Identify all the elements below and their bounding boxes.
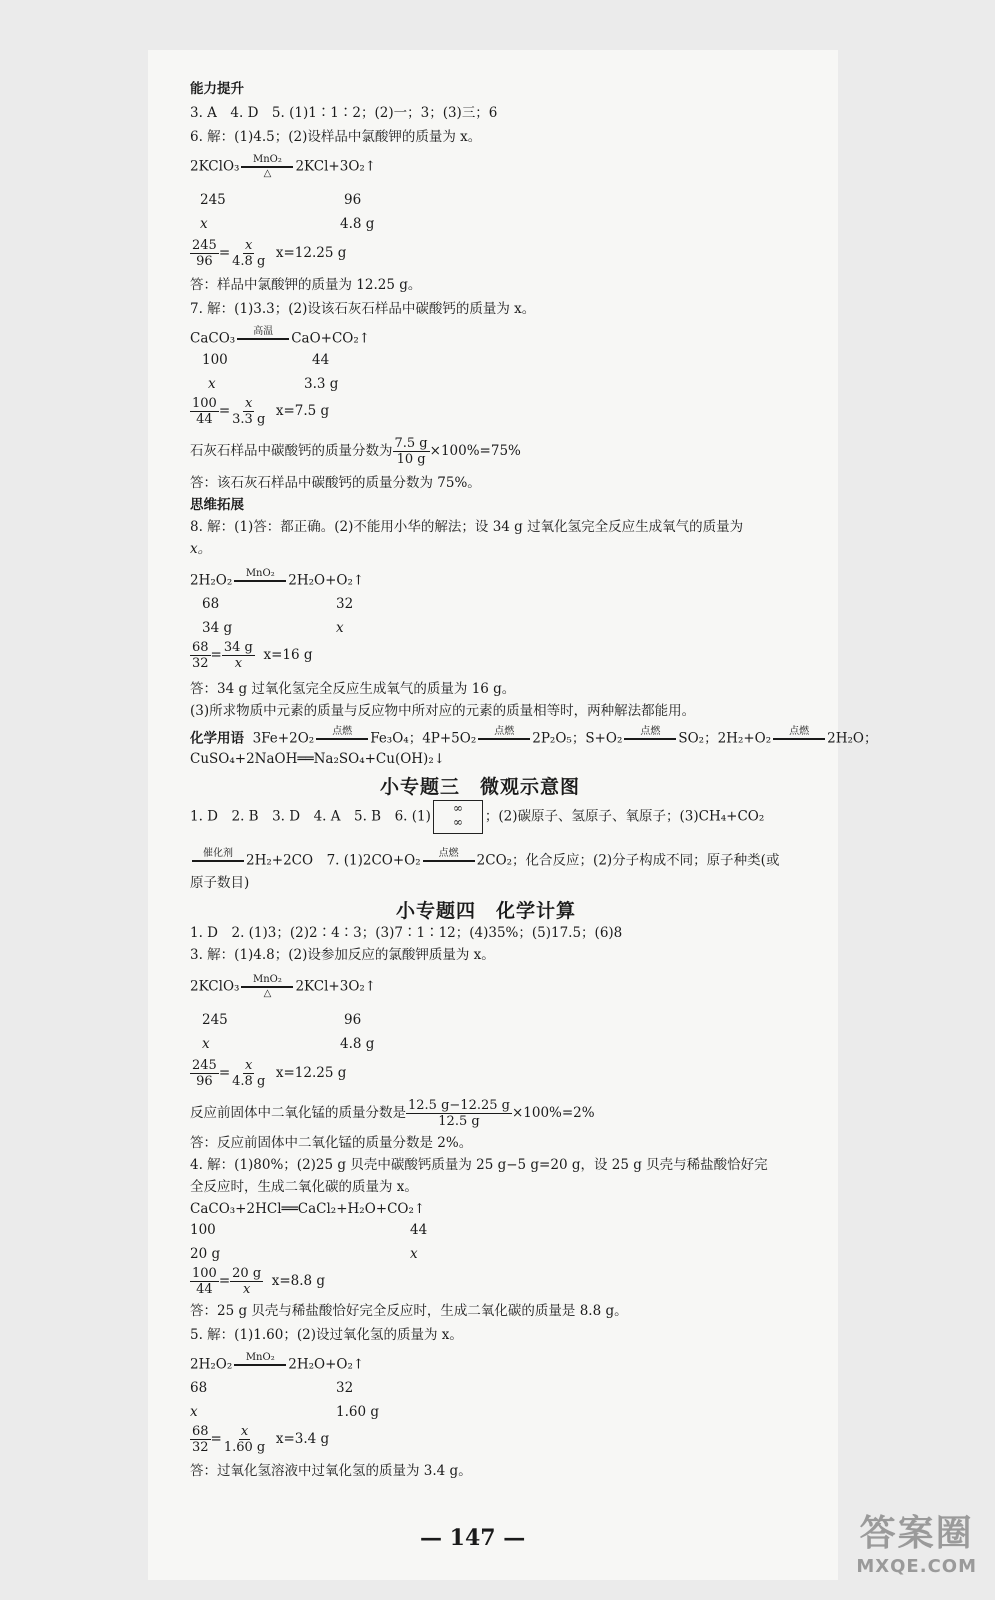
page-number: — 147 —: [420, 1525, 526, 1551]
equation-kclo3: 2KClO₃ MnO₂ △ 2KCl+3O₂↑: [190, 154, 377, 179]
mass-value: 44: [312, 352, 330, 368]
proportion: $\frac{68}{32}$ = $\frac{x}{1.60 g}$ x=3.4 g: [192, 1424, 330, 1455]
heading-ability: 能力提升: [190, 81, 244, 97]
section-title-4: 小专题四 化学计算: [396, 900, 577, 922]
q7-text: 7. 解：(1)3.3；(2)设该石灰石样品中碳酸钙的质量为 x。: [190, 301, 536, 317]
q8-part3: (3)所求物质中元素的质量与反应物中所对应的元素的质量相等时，两种解法都能用。: [190, 703, 696, 719]
q8-text-a: 8. 解：(1)答：都正确。(2)不能用小华的解法；设 34 g 过氧化氢完全反应生成氧气的质量为: [190, 519, 744, 535]
percent-line: 石灰石样品中碳酸钙的质量分数为 $\frac{7.5 g}{10 g}$ ×100%=75%: [190, 436, 521, 467]
section-title-3: 小专题三 微观示意图: [380, 776, 581, 798]
mass-var: x: [190, 1404, 198, 1420]
proportion: $\frac{245}{96}$ = $\frac{x}{4.8 g}$ x=12.25 g: [192, 238, 347, 269]
mass-value: 245: [200, 192, 226, 208]
heading-thinking: 思维拓展: [190, 497, 244, 513]
chem-terms-line-2: CuSO₄+2NaOH══Na₂SO₄+Cu(OH)₂↓: [190, 751, 446, 767]
mass-var: x: [410, 1246, 418, 1262]
answer-8: 答：34 g 过氧化氢完全反应生成氧气的质量为 16 g。: [190, 681, 516, 697]
mass-value: 4.8 g: [340, 1036, 375, 1052]
molecule-diagram: ∞ ∞: [433, 800, 483, 834]
answers-line: 3. A 4. D 5. (1)1∶1∶2；(2)一；3；(3)三；6: [190, 105, 498, 121]
mass-var: x: [336, 620, 344, 636]
equation-caco3-hcl: CaCO₃+2HCl══CaCl₂+H₂O+CO₂↑: [190, 1201, 426, 1217]
mass-value: 1.60 g: [336, 1404, 379, 1420]
mass-value: 4.8 g: [340, 216, 375, 232]
watermark-logo: 答案圈 MXQE.COM: [856, 1513, 977, 1577]
q4-text-b: 全反应时，生成二氧化碳的质量为 x。: [190, 1179, 418, 1195]
equation-kclo3-2: 2KClO₃ MnO₂ △ 2KCl+3O₂↑: [190, 974, 377, 999]
q6-text: 6. 解：(1)4.5；(2)设样品中氯酸钾的质量为 x。: [190, 129, 482, 145]
equation-h2o2-2: 2H₂O₂ MnO₂ 2H₂O+O₂↑: [190, 1352, 365, 1373]
topic3-line3: 原子数目): [190, 875, 250, 891]
mass-value: 96: [344, 192, 362, 208]
mass-var: x: [202, 1036, 210, 1052]
mass-value: 245: [202, 1012, 228, 1028]
proportion: $\frac{245}{96}$ = $\frac{x}{4.8 g}$ x=12.25 g: [192, 1058, 347, 1089]
mass-value: 34 g: [202, 620, 233, 636]
answer-5: 答：过氧化氢溶液中过氧化氢的质量为 3.4 g。: [190, 1463, 472, 1479]
mass-value: 100: [202, 352, 228, 368]
topic3-answers: 1. D 2. B 3. D 4. A 5. B 6. (1) ∞ ∞ ；(2)碳原子、氢原子、氧原子；(3)CH₄+CO₂: [190, 800, 764, 834]
topic3-line2: 催化剂 2H₂+2CO 7. (1)2CO+O₂ 点燃 2CO₂；化合反应；(2)分子构成不同；原子种类(或: [190, 848, 779, 874]
mass-var: x: [200, 216, 208, 232]
mass-var: x: [208, 376, 216, 392]
answer-7: 答：该石灰石样品中碳酸钙的质量分数为 75%。: [190, 475, 481, 491]
q3-text: 3. 解：(1)4.8；(2)设参加反应的氯酸钾质量为 x。: [190, 947, 495, 963]
mass-value: 32: [336, 1380, 354, 1396]
equation-h2o2: 2H₂O₂ MnO₂ 2H₂O+O₂↑: [190, 568, 365, 589]
answer-6: 答：样品中氯酸钾的质量为 12.25 g。: [190, 277, 422, 293]
percent-line-2: 反应前固体中二氧化锰的质量分数是 $\frac{12.5 g-12.25 g}{12.5 g}$ ×100%=2%: [190, 1098, 595, 1129]
q4-text-a: 4. 解：(1)80%；(2)25 g 贝壳中碳酸钙质量为 25 g−5 g=20 g，设 25 g 贝壳与稀盐酸恰好完: [190, 1157, 768, 1173]
topic4-answers: 1. D 2. (1)3；(2)2∶4∶3；(3)7∶1∶12；(4)35%；(5)17.5；(6)8: [190, 925, 623, 941]
proportion: $\frac{68}{32}$ = $\frac{34 g}{x}$ x=16 g: [192, 640, 313, 671]
answer-4: 答：25 g 贝壳与稀盐酸恰好完全反应时，生成二氧化碳的质量是 8.8 g。: [190, 1303, 628, 1319]
mass-value: 20 g: [190, 1246, 221, 1262]
answer-3: 答：反应前固体中二氧化锰的质量分数是 2%。: [190, 1135, 473, 1151]
mass-value: 32: [336, 596, 354, 612]
chem-terms-line: 化学用语 3Fe+2O₂ 点燃 Fe₃O₄；4P+5O₂ 点燃 2P₂O₅；S+O₂ 点燃 SO₂；2H₂+O₂ 点燃 2H₂O；: [190, 726, 878, 747]
mass-value: 3.3 g: [304, 376, 339, 392]
mass-value: 68: [202, 596, 220, 612]
mass-value: 100: [190, 1222, 216, 1238]
proportion: $\frac{100}{44}$ = $\frac{20 g}{x}$ x=8.8 g: [192, 1266, 326, 1297]
q5-text: 5. 解：(1)1.60；(2)设过氧化氢的质量为 x。: [190, 1327, 463, 1343]
equation-caco3: CaCO₃ 高温 CaO+CO₂↑: [190, 326, 371, 347]
mass-value: 44: [410, 1222, 428, 1238]
mass-value: 68: [190, 1380, 208, 1396]
mass-value: 96: [344, 1012, 362, 1028]
q8-text-b: x。: [190, 541, 212, 557]
proportion: $\frac{100}{44}$ = $\frac{x}{3.3 g}$ x=7.5 g: [192, 396, 330, 427]
